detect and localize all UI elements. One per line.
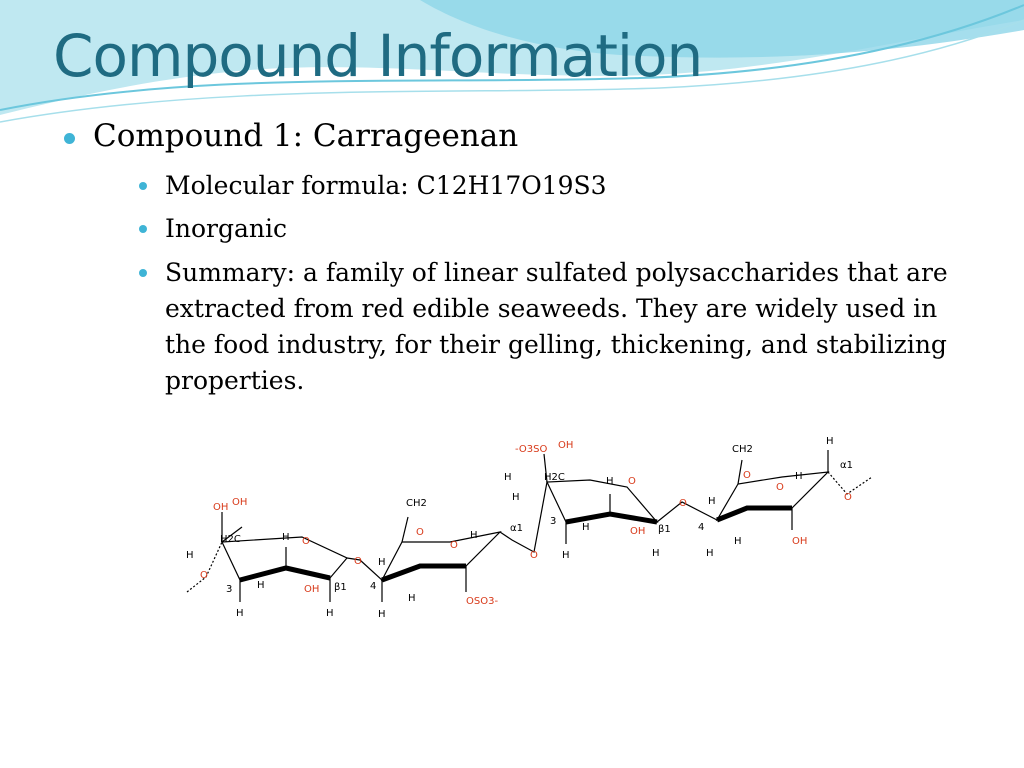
label-sulfate: -O3SO: [515, 444, 548, 455]
label-alpha-1: α1: [840, 460, 853, 471]
label-position-4: 4: [370, 581, 377, 592]
slide-title: Compound Information: [53, 22, 703, 90]
label-hydrogen: H: [257, 580, 265, 591]
label-hydroxyl: OH: [213, 502, 229, 513]
label-methylene: CH2: [406, 498, 427, 509]
label-hydrogen: H: [795, 471, 803, 482]
label-methylene: H2C: [220, 534, 241, 545]
label-glycosidic-oxygen: O: [354, 556, 362, 567]
label-hydrogen: H: [236, 608, 244, 619]
label-hydrogen: H: [186, 550, 194, 561]
bullet-icon: [139, 182, 147, 190]
bullet-icon: [139, 225, 147, 233]
label-hydrogen: H: [706, 548, 714, 559]
summary-item: Summary: a family of linear sulfated polysaccharides that are extracted from red edible seaweeds. They are widely used in the food industry, for their gelling, thickening, and stabilizing properties.: [165, 258, 948, 395]
label-hydroxyl: OH: [630, 526, 646, 537]
label-alpha-1: α1: [510, 523, 523, 534]
label-hydrogen: H: [378, 557, 386, 568]
type-item: Inorganic: [165, 214, 287, 243]
formula-item: Molecular formula: C12H17O19S3: [165, 171, 607, 200]
label-hydrogen: H: [326, 608, 334, 619]
label-hydrogen: H: [562, 550, 570, 561]
label-ring-oxygen: O: [302, 536, 310, 547]
label-oxygen: O: [200, 570, 208, 581]
label-hydrogen: H: [470, 530, 478, 541]
label-bridge-oxygen: O: [743, 470, 751, 481]
label-hydrogen: H: [512, 492, 520, 503]
label-hydrogen: H: [708, 496, 716, 507]
label-hydrogen: H: [606, 476, 614, 487]
label-hydrogen: H: [826, 436, 834, 447]
label-ring-oxygen: O: [628, 476, 636, 487]
label-glycosidic-oxygen: O: [530, 550, 538, 561]
label-position-3: 3: [226, 584, 233, 595]
carrageenan-structure-diagram: [182, 432, 882, 622]
label-sulfate: OSO3-: [466, 596, 499, 607]
label-hydrogen: H: [282, 532, 290, 543]
label-hydrogen: H: [504, 472, 512, 483]
label-hydroxyl: OH: [304, 584, 320, 595]
label-position-3: 3: [550, 516, 557, 527]
label-hydrogen: H: [582, 522, 590, 533]
label-hydrogen: H: [408, 593, 416, 604]
label-methylene: CH2: [732, 444, 753, 455]
label-hydroxyl: OH: [558, 440, 574, 451]
label-hydroxyl: OH: [792, 536, 808, 547]
label-ring-oxygen: O: [776, 482, 784, 493]
label-beta-1: β1: [658, 524, 671, 535]
label-beta-1: β1: [334, 582, 347, 593]
label-glycosidic-oxygen: O: [844, 492, 852, 503]
label-hydrogen: H: [378, 609, 386, 620]
label-glycosidic-oxygen: O: [679, 498, 687, 509]
label-bridge-oxygen: O: [416, 527, 424, 538]
label-position-4: 4: [698, 522, 705, 533]
bullet-icon: [139, 269, 147, 277]
compound-heading: Compound 1: Carrageenan: [93, 118, 519, 154]
label-hydroxyl: OH: [232, 497, 248, 508]
label-ring-oxygen: O: [450, 540, 458, 551]
label-hydrogen: H: [652, 548, 660, 559]
label-methylene: H2C: [544, 472, 565, 483]
label-hydrogen: H: [734, 536, 742, 547]
bullet-icon: [64, 133, 75, 144]
